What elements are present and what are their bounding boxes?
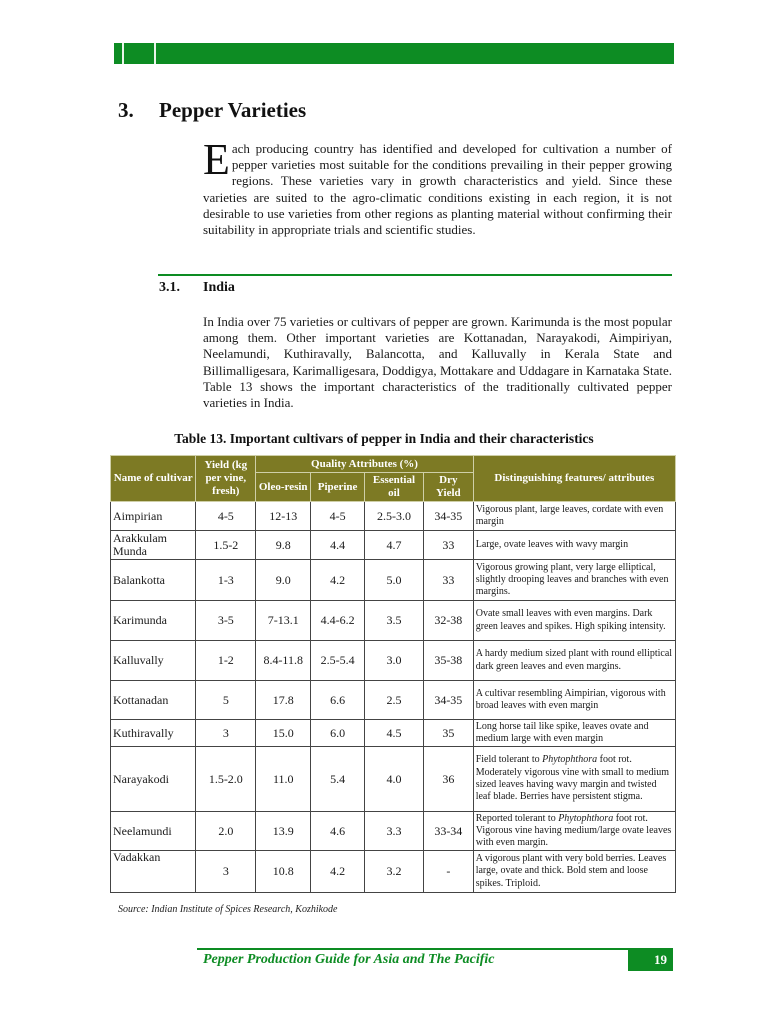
cell-yield: 1.5-2 — [196, 531, 256, 560]
cell-oleoresin: 11.0 — [256, 747, 311, 812]
cell-dry: 34-35 — [423, 681, 473, 720]
cultivars-table — [110, 455, 676, 893]
table-source: Source: Indian Institute of Spices Research, Kozhikode — [118, 904, 338, 915]
intro-paragraph — [203, 135, 672, 238]
features-text: foot rot. Moderately vigorous vine with small to medium sized leaves having wavy margin and twisted leaf blade. Berries have persistent stigma. — [475, 754, 670, 803]
footer-rule — [197, 948, 628, 950]
cell-piperine: 6.0 — [311, 720, 365, 747]
cell-piperine: 4.4 — [311, 531, 365, 560]
cell-name: Kuthiravally — [111, 720, 196, 747]
cell-oleoresin: 10.8 — [256, 851, 311, 893]
drop-cap: E — [203, 135, 230, 184]
cell-oleoresin: 15.0 — [256, 720, 311, 747]
table-row — [111, 601, 676, 641]
table-caption: Table 13. Important cultivars of pepper in India and their characteristics — [174, 431, 594, 446]
cell-features: Large, ovate leaves with wavy margin — [473, 531, 675, 560]
bar-tick — [122, 43, 124, 64]
cell-dry: 36 — [423, 747, 473, 812]
cell-oil: 4.5 — [365, 720, 424, 747]
cell-yield: 1.5-2.0 — [196, 747, 256, 812]
cell-oil: 4.7 — [365, 531, 424, 560]
cell-yield: 3 — [196, 851, 256, 893]
table-row — [111, 851, 676, 893]
subsection-number: 3.1. — [159, 280, 180, 295]
cell-oleoresin: 9.0 — [256, 560, 311, 601]
section-title: Pepper Varieties — [159, 98, 307, 122]
cell-yield: 4-5 — [196, 502, 256, 531]
cell-yield: 3 — [196, 720, 256, 747]
subsection-title: India — [203, 280, 235, 295]
cell-features: Long horse tail like spike, leaves ovate and medium large with even margin — [473, 720, 675, 747]
header-yield: Yield (kg per vine, fresh) — [196, 456, 256, 502]
cell-features: A hardy medium sized plant with round elliptical dark green leaves and even margins. — [473, 641, 675, 681]
cell-yield: 5 — [196, 681, 256, 720]
cell-yield: 2.0 — [196, 812, 256, 851]
cell-oil: 3.2 — [365, 851, 424, 893]
cell-piperine: 4.4-6.2 — [311, 601, 365, 641]
cell-features: Vigorous plant, large leaves, cordate with even margin — [473, 502, 675, 531]
cell-piperine: 4.2 — [311, 560, 365, 601]
cell-name: Vadakkan — [111, 851, 196, 893]
cell-features: A cultivar resembling Aimpirian, vigorous with broad leaves with even margin — [473, 681, 675, 720]
cell-piperine: 4.6 — [311, 812, 365, 851]
header-piperine: Piperine — [311, 473, 365, 502]
cell-oil: 3.3 — [365, 812, 424, 851]
cell-oil: 3.5 — [365, 601, 424, 641]
header-essential-oil: Essential oil — [365, 473, 424, 502]
features-text: Reported tolerant to — [475, 812, 559, 824]
cell-yield: 1-2 — [196, 641, 256, 681]
cell-oleoresin: 17.8 — [256, 681, 311, 720]
cell-dry: 35-38 — [423, 641, 473, 681]
table-row — [111, 681, 676, 720]
cell-oleoresin: 9.8 — [256, 531, 311, 560]
cell-oleoresin: 13.9 — [256, 812, 311, 851]
top-decorative-bar — [114, 43, 674, 64]
cell-piperine: 2.5-5.4 — [311, 641, 365, 681]
cell-name: Balankotta — [111, 560, 196, 601]
cell-features — [473, 812, 675, 851]
table-row — [111, 531, 676, 560]
features-italic: Phytophthora — [542, 754, 598, 766]
cell-piperine: 4-5 — [311, 502, 365, 531]
section-number: 3. — [118, 98, 134, 122]
cell-piperine: 4.2 — [311, 851, 365, 893]
features-text: foot rot. Vigorous vine having medium/large ovate leaves with even margin. — [475, 812, 672, 849]
bar-tick — [154, 43, 156, 64]
page-number: 19 — [628, 948, 673, 971]
header-dry-yield: Dry Yield — [423, 473, 473, 502]
cell-name: Aimpirian — [111, 502, 196, 531]
cell-name: Neelamundi — [111, 812, 196, 851]
table-row — [111, 502, 676, 531]
header-quality: Quality Attributes (%) — [256, 456, 473, 473]
cell-features — [473, 747, 675, 812]
table-row — [111, 641, 676, 681]
features-italic: Phytophthora — [558, 812, 614, 824]
table-row — [111, 747, 676, 812]
cell-dry: 33 — [423, 560, 473, 601]
cell-features: Ovate small leaves with even margins. Dark green leaves and spikes. High spiking intensity. — [473, 601, 675, 641]
table-row — [111, 812, 676, 851]
india-paragraph: In India over 75 varieties or cultivars of pepper are grown. Karimunda is the most popular among them. Other important varieties are Kottanadan, Narayakodi, Aimpiriyan, Neelamundi, Kuthiravally, Balancotta, and Kalluvally in Kerala State and Billimalligesara, Karimalligesara, Doddigya, Mottakare and Uddagare in Karnataka State. Table 13 shows the important characteristics of the traditionally cultivated pepper varieties in India. — [203, 314, 672, 411]
cell-dry: 34-35 — [423, 502, 473, 531]
cell-oil: 4.0 — [365, 747, 424, 812]
cell-oil: 5.0 — [365, 560, 424, 601]
cell-name: Kottanadan — [111, 681, 196, 720]
cell-dry: 32-38 — [423, 601, 473, 641]
cell-name: Arakkulam Munda — [111, 531, 196, 560]
cell-oleoresin: 12-13 — [256, 502, 311, 531]
cell-oil: 2.5 — [365, 681, 424, 720]
cell-name: Kalluvally — [111, 641, 196, 681]
cell-piperine: 5.4 — [311, 747, 365, 812]
section-divider — [158, 274, 672, 276]
cell-piperine: 6.6 — [311, 681, 365, 720]
cell-oleoresin: 7-13.1 — [256, 601, 311, 641]
cell-oil: 3.0 — [365, 641, 424, 681]
header-oleoresin: Oleo-resin — [256, 473, 311, 502]
header-name: Name of cultivar — [111, 456, 196, 502]
cell-oleoresin: 8.4-11.8 — [256, 641, 311, 681]
cell-name: Narayakodi — [111, 747, 196, 812]
cell-dry: 35 — [423, 720, 473, 747]
footer-title: Pepper Production Guide for Asia and The Pacific — [203, 952, 495, 967]
header-features: Distinguishing features/ attributes — [473, 456, 675, 502]
cell-dry: 33-34 — [423, 812, 473, 851]
cell-dry: - — [423, 851, 473, 893]
cell-features: Vigorous growing plant, very large elliptical, slightly drooping leaves and branches with even margins. — [473, 560, 675, 601]
table-row — [111, 560, 676, 601]
cell-name: Karimunda — [111, 601, 196, 641]
cell-yield: 3-5 — [196, 601, 256, 641]
intro-text: ach producing country has identified and developed for cultivation a number of pepper varieties most suitable for the conditions prevailing in their pepper growing regions. These varieties vary in growth characteristics and yield. Since these varieties are suited to the agro-climatic conditions existing in each region, it is not desirable to use varieties from other regions as planting material without confirming their suitability in appropriate trials and scientific studies. — [203, 141, 672, 238]
cell-features: A vigorous plant with very bold berries. Leaves large, ovate and thick. Bold stem and loose spikes. Triploid. — [473, 851, 675, 893]
cell-yield: 1-3 — [196, 560, 256, 601]
cell-oil: 2.5-3.0 — [365, 502, 424, 531]
features-text: Field tolerant to — [475, 754, 543, 766]
table-row — [111, 720, 676, 747]
cell-dry: 33 — [423, 531, 473, 560]
